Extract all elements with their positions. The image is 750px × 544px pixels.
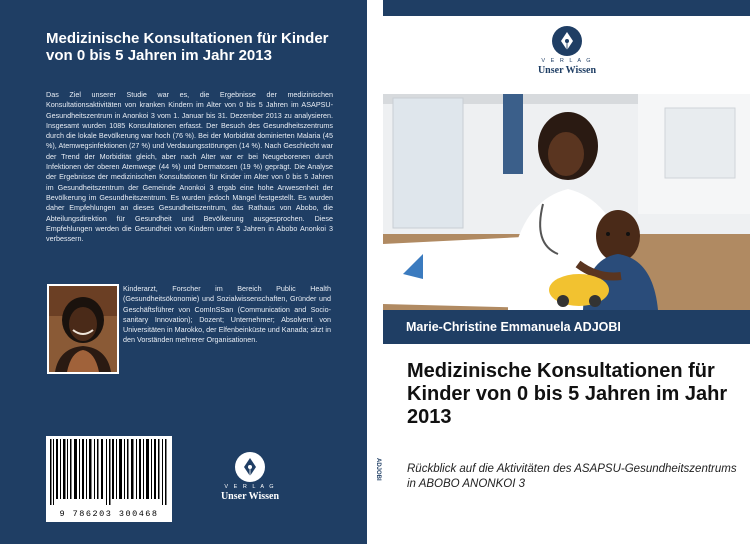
spine-author: ADJOBI — [375, 458, 381, 481]
front-top-bar — [383, 0, 750, 16]
publisher-name: Unser Wissen — [537, 65, 597, 76]
author-photo — [47, 284, 119, 374]
fountain-pen-icon — [235, 452, 265, 482]
publisher-logo-back — [214, 452, 286, 502]
front-author-band — [383, 310, 750, 344]
front-cover — [383, 0, 750, 544]
publisher-name: Unser Wissen — [220, 491, 280, 502]
fountain-pen-icon — [552, 26, 582, 56]
front-subtitle: Rückblick auf die Aktivitäten des ASAPSU-Gesundheitszentrums in ABOBO ANONKOI 3 — [407, 463, 737, 490]
back-cover-title: Medizinische Konsultationen für Kinder von 0 bis 5 Jahren im Jahr 2013 — [46, 30, 329, 64]
front-title: Medizinische Konsultationen für Kinder von 0 bis 5 Jahren im Jahr 2013 — [407, 360, 728, 428]
barcode-icon — [46, 436, 172, 506]
publisher-logo-front — [523, 26, 611, 76]
isbn-barcode — [46, 436, 172, 522]
front-author-name: Marie-Christine Emmanuela ADJOBI — [406, 320, 621, 334]
cover-photo-doctor-child — [383, 94, 750, 310]
publisher-verlag-label: V E R L A G — [541, 58, 593, 64]
author-portrait-image — [49, 286, 117, 372]
author-biography: Kinderarzt, Forscher im Bereich Public Health (Gesundheitsökonomie) und Sozialwissenschaften, Gründer und Geschäftsführer von ComInSSan (Communication and Socio-sanitary Innovation); Dozent; Unternehmer; Absolvent von Universitäten in Marokko, der Elfenbeinküste und Kanada; sitzt in den Vorständen mehrerer Organisationen. — [123, 284, 331, 345]
back-cover-abstract: Das Ziel unserer Studie war es, die Ergebnisse der medizinischen Konsultationsaktivitäten von kranken Kindern im Alter von 0 bis 5 Jahren im ASAPSU-Gesundheitszentrum in Anonkoi 3 vom 1. Januar bis 31. Dezember 2013 zu analysieren. Insgesamt wurden 1085 Konsultationen erfasst. Der Besuch des Gesundheitszentrums durch die lokale Bevölkerung war hoch (76 %). Bei der Morbidität dominierten Malaria (45 %), Atemwegsinfektionen (27 %) und Verdauungsstörungen (14 %). Nach Geschlecht war der Trend der Morbidität gleich, aber nach Alter war er bei Neugeborenen durch Infektionen der oberen Atemwege (44 %) und Dermatosen (19 %) geprägt. Die Analyse der Ergebnisse der medizinischen Konsultationen für Kinder im Alter von 0 bis 5 Jahren im Gesundheitszentrum der Gemeinde Anonkoi 3 ergab eine hohe Anwesenheit der Bevölkerung im Gesundheitszentrum. Es wurden jedoch Mängel festgestellt. Es wurden daher Empfehlungen an dieses Gesundheitszentrum, das Rathaus von Abobo, die Abteilungsdirektion für Gesundheit und Bevölkerung ausgesprochen. Diese Empfehlungen werden die Gesundheit von Kindern unter 5 Jahren in Abobo Anonkoi 3 verbessern. — [46, 90, 333, 244]
back-cover — [0, 0, 367, 544]
isbn-digits: 9 786203 300468 — [59, 509, 159, 519]
publisher-verlag-label: V E R L A G — [224, 484, 276, 490]
